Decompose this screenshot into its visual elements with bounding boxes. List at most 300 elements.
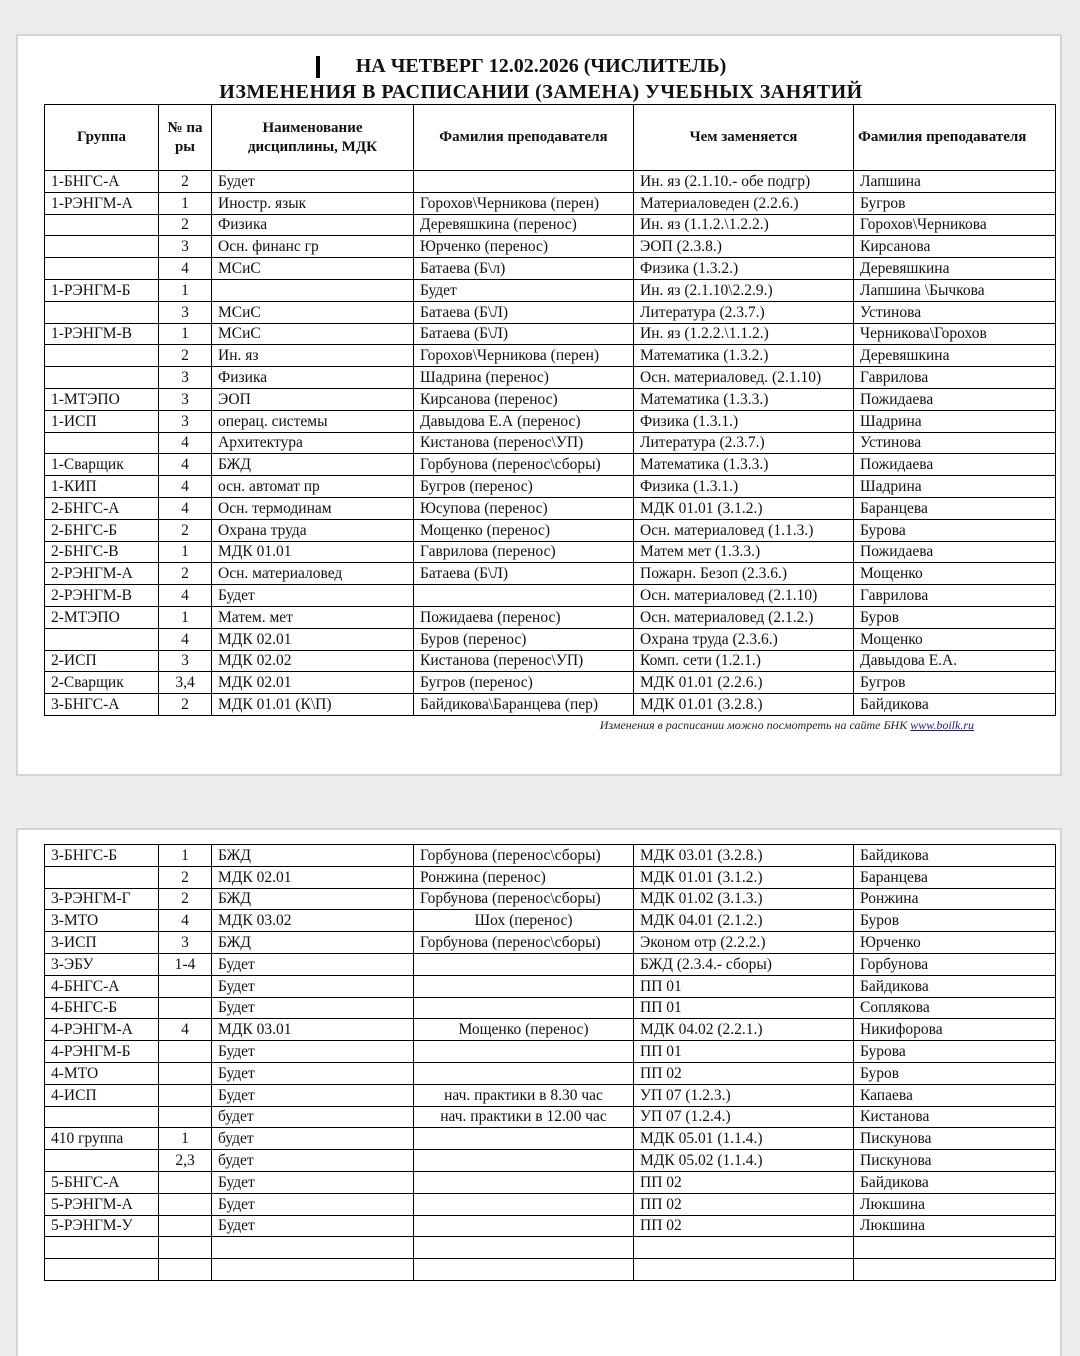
cell-new-teacher: Кистанова: [854, 1106, 1056, 1128]
cell-pair: 3: [159, 301, 212, 323]
cell-group: 1-Сварщик: [45, 454, 159, 476]
cell-group: 2-МТЭПО: [45, 606, 159, 628]
cell-teacher: Ронжина (перенос): [414, 866, 634, 888]
table-row: [45, 1259, 1056, 1281]
cell-replacement: Осн. материаловед (2.1.2.): [634, 606, 854, 628]
cell-discipline: МДК 02.02: [212, 650, 414, 672]
cell-pair: 2: [159, 214, 212, 236]
cell-replacement: Осн. материаловед (1.1.3.): [634, 519, 854, 541]
cell-discipline: Будет: [212, 585, 414, 607]
cell-new-teacher: Лапшина \Бычкова: [854, 279, 1056, 301]
table-row: [45, 1237, 1056, 1259]
cell-discipline: Архитектура: [212, 432, 414, 454]
cell-new-teacher: Пожидаева: [854, 454, 1056, 476]
cell-pair: [159, 1259, 212, 1281]
table-row: [45, 345, 1056, 367]
cell-new-teacher: Баранцева: [854, 866, 1056, 888]
cell-new-teacher: Шадрина: [854, 476, 1056, 498]
cell-new-teacher: Пискунова: [854, 1128, 1056, 1150]
cell-new-teacher: Бугров: [854, 672, 1056, 694]
table-row: [45, 910, 1056, 932]
cell-pair: 1: [159, 323, 212, 345]
cell-pair: 4: [159, 476, 212, 498]
table-row: [45, 410, 1056, 432]
cell-discipline: [212, 1259, 414, 1281]
cell-replacement: БЖД (2.3.4.- сборы): [634, 953, 854, 975]
cell-teacher: Горбунова (перенос\сборы): [414, 845, 634, 867]
footnote-text: Изменения в расписании можно посмотреть на сайте БНК: [599, 718, 908, 732]
header-group: Группа: [45, 105, 159, 171]
table-row: [45, 214, 1056, 236]
table-row: [45, 845, 1056, 867]
table-row: [45, 1171, 1056, 1193]
cell-replacement: Пожарн. Безоп (2.3.6.): [634, 563, 854, 585]
cell-replacement: Матем мет (1.3.3.): [634, 541, 854, 563]
table-row: [45, 1150, 1056, 1172]
cell-pair: 1: [159, 192, 212, 214]
schedule-table-page1: [44, 104, 1056, 716]
cell-teacher: Мощенко (перенос): [414, 519, 634, 541]
cell-new-teacher: Пискунова: [854, 1150, 1056, 1172]
cell-pair: 4: [159, 1019, 212, 1041]
page-1: [16, 34, 1062, 776]
header-teacher: Фамилия преподавателя: [414, 105, 634, 171]
cell-new-teacher: Никифорова: [854, 1019, 1056, 1041]
cell-pair: 1: [159, 1128, 212, 1150]
cell-group: [45, 1150, 159, 1172]
cell-group: [45, 1106, 159, 1128]
cell-teacher: [414, 1150, 634, 1172]
cell-new-teacher: Устинова: [854, 432, 1056, 454]
page-2: [16, 828, 1062, 1356]
cell-pair: [159, 1041, 212, 1063]
header-pair: № па ры: [159, 105, 212, 171]
cell-new-teacher: Горохов\Черникова: [854, 214, 1056, 236]
cell-teacher: Кистанова (перенос\УП): [414, 432, 634, 454]
cell-group: 4-ИСП: [45, 1084, 159, 1106]
cell-teacher: Гаврилова (перенос): [414, 541, 634, 563]
cell-discipline: Будет: [212, 1062, 414, 1084]
cell-replacement: ПП 02: [634, 1171, 854, 1193]
table-row: [45, 585, 1056, 607]
cell-teacher: [414, 975, 634, 997]
cell-replacement: МДК 01.01 (2.2.6.): [634, 672, 854, 694]
cell-replacement: Литература (2.3.7.): [634, 301, 854, 323]
cell-replacement: [634, 1237, 854, 1259]
cell-replacement: Ин. яз (1.1.2.\1.2.2.): [634, 214, 854, 236]
cell-discipline: Будет: [212, 953, 414, 975]
cell-replacement: Физика (1.3.1.): [634, 476, 854, 498]
cell-teacher: Пожидаева (перенос): [414, 606, 634, 628]
cell-new-teacher: Буров: [854, 910, 1056, 932]
table-row: [45, 650, 1056, 672]
cell-pair: 4: [159, 628, 212, 650]
cell-replacement: УП 07 (1.2.3.): [634, 1084, 854, 1106]
cell-pair: [159, 1193, 212, 1215]
cell-group: 1-МТЭПО: [45, 388, 159, 410]
cell-group: 2-Сварщик: [45, 672, 159, 694]
cell-pair: 4: [159, 497, 212, 519]
cell-replacement: Математика (1.3.3.): [634, 454, 854, 476]
cell-group: 1-РЭНГМ-В: [45, 323, 159, 345]
cell-discipline: Будет: [212, 1084, 414, 1106]
cell-discipline: МДК 02.01: [212, 628, 414, 650]
cell-new-teacher: Бугров: [854, 192, 1056, 214]
cell-group: 3-МТО: [45, 910, 159, 932]
cell-group: 2-БНГС-В: [45, 541, 159, 563]
table-row: [45, 1215, 1056, 1237]
cell-teacher: нач. практики в 12.00 час: [414, 1106, 634, 1128]
table-row: [45, 367, 1056, 389]
cell-replacement: МДК 05.01 (1.1.4.): [634, 1128, 854, 1150]
cell-pair: 2: [159, 888, 212, 910]
cell-teacher: [414, 1041, 634, 1063]
cell-teacher: Батаева (Б\л): [414, 258, 634, 280]
cell-replacement: ПП 01: [634, 975, 854, 997]
cell-teacher: Юсупова (перенос): [414, 497, 634, 519]
table-row: [45, 323, 1056, 345]
cell-teacher: [414, 1128, 634, 1150]
cell-new-teacher: Устинова: [854, 301, 1056, 323]
cell-new-teacher: Байдикова: [854, 845, 1056, 867]
cell-replacement: ПП 01: [634, 1041, 854, 1063]
cell-new-teacher: Пожидаева: [854, 388, 1056, 410]
cell-replacement: МДК 01.01 (3.1.2.): [634, 497, 854, 519]
cell-group: 4-МТО: [45, 1062, 159, 1084]
cell-replacement: ЭОП (2.3.8.): [634, 236, 854, 258]
cell-replacement: МДК 04.01 (2.1.2.): [634, 910, 854, 932]
cell-new-teacher: [854, 1259, 1056, 1281]
cell-pair: [159, 1215, 212, 1237]
table-row: [45, 1084, 1056, 1106]
cell-teacher: Горбунова (перенос\сборы): [414, 932, 634, 954]
cell-discipline: осн. автомат пр: [212, 476, 414, 498]
cell-new-teacher: Люкшина: [854, 1215, 1056, 1237]
cell-discipline: БЖД: [212, 845, 414, 867]
table-row: [45, 953, 1056, 975]
cell-teacher: [414, 1237, 634, 1259]
cell-group: [45, 628, 159, 650]
cell-teacher: [414, 997, 634, 1019]
table-row: [45, 258, 1056, 280]
cell-pair: 2: [159, 519, 212, 541]
cell-discipline: Будет: [212, 975, 414, 997]
cell-pair: [159, 975, 212, 997]
cell-group: 5-БНГС-А: [45, 1171, 159, 1193]
cell-pair: [159, 1084, 212, 1106]
cell-group: 1-КИП: [45, 476, 159, 498]
cell-group: 4-РЭНГМ-А: [45, 1019, 159, 1041]
cell-replacement: Осн. материаловед (2.1.10): [634, 585, 854, 607]
cell-discipline: МДК 02.01: [212, 672, 414, 694]
cell-group: [45, 432, 159, 454]
cell-teacher: Горбунова (перенос\сборы): [414, 454, 634, 476]
cell-group: 1-ИСП: [45, 410, 159, 432]
cell-discipline: Будет: [212, 1215, 414, 1237]
table-row: [45, 1106, 1056, 1128]
cell-replacement: Ин. яз (1.2.2.\1.1.2.): [634, 323, 854, 345]
cell-discipline: Ин. яз: [212, 345, 414, 367]
table-row: [45, 301, 1056, 323]
cell-teacher: нач. практики в 8.30 час: [414, 1084, 634, 1106]
cell-replacement: Эконом отр (2.2.2.): [634, 932, 854, 954]
cell-new-teacher: Буров: [854, 1062, 1056, 1084]
table-row: [45, 606, 1056, 628]
cell-pair: 4: [159, 910, 212, 932]
table-row: [45, 279, 1056, 301]
cell-teacher: Бугров (перенос): [414, 672, 634, 694]
cell-teacher: Кирсанова (перенос): [414, 388, 634, 410]
cell-teacher: [414, 171, 634, 193]
cell-new-teacher: Гаврилова: [854, 585, 1056, 607]
cell-group: [45, 214, 159, 236]
cell-new-teacher: Пожидаева: [854, 541, 1056, 563]
table-row: [45, 694, 1056, 716]
cell-group: 3-БНГС-Б: [45, 845, 159, 867]
cell-group: 3-БНГС-А: [45, 694, 159, 716]
cell-pair: 4: [159, 454, 212, 476]
table-row: [45, 1062, 1056, 1084]
cell-pair: 3: [159, 650, 212, 672]
table-row: [45, 519, 1056, 541]
cell-discipline: Будет: [212, 1193, 414, 1215]
cell-teacher: Батаева (Б\Л): [414, 323, 634, 345]
table-row: [45, 171, 1056, 193]
cell-pair: 2: [159, 171, 212, 193]
header-replacement: Чем заменяется: [634, 105, 854, 171]
cell-discipline: Будет: [212, 997, 414, 1019]
cell-group: [45, 301, 159, 323]
table-row: [45, 888, 1056, 910]
table-row: [45, 1193, 1056, 1215]
cell-teacher: [414, 953, 634, 975]
cell-pair: 2: [159, 694, 212, 716]
cell-teacher: Юрченко (перенос): [414, 236, 634, 258]
cell-new-teacher: Мощенко: [854, 628, 1056, 650]
cell-group: 4-РЭНГМ-Б: [45, 1041, 159, 1063]
cell-pair: 4: [159, 432, 212, 454]
cell-group: 5-РЭНГМ-А: [45, 1193, 159, 1215]
cell-teacher: Горбунова (перенос\сборы): [414, 888, 634, 910]
cell-group: 2-БНГС-Б: [45, 519, 159, 541]
cell-group: 4-БНГС-А: [45, 975, 159, 997]
cell-group: 4-БНГС-Б: [45, 997, 159, 1019]
cell-new-teacher: Бурова: [854, 1041, 1056, 1063]
cell-group: [45, 345, 159, 367]
cell-discipline: Физика: [212, 367, 414, 389]
cell-group: [45, 866, 159, 888]
cell-pair: 3: [159, 388, 212, 410]
cell-new-teacher: Соплякова: [854, 997, 1056, 1019]
cell-group: [45, 367, 159, 389]
table-row: [45, 932, 1056, 954]
cell-teacher: [414, 1215, 634, 1237]
cell-new-teacher: Люкшина: [854, 1193, 1056, 1215]
cell-pair: [159, 1237, 212, 1259]
cell-teacher: [414, 1062, 634, 1084]
cell-teacher: Батаева (Б\Л): [414, 301, 634, 323]
cell-pair: 2: [159, 563, 212, 585]
cell-group: [45, 1237, 159, 1259]
cell-group: 2-БНГС-А: [45, 497, 159, 519]
page-title: НА ЧЕТВЕРГ 12.02.2026 (ЧИСЛИТЕЛЬ): [355, 55, 727, 77]
cell-discipline: Осн. термодинам: [212, 497, 414, 519]
cell-new-teacher: Байдикова: [854, 694, 1056, 716]
cell-group: 1-БНГС-А: [45, 171, 159, 193]
cell-new-teacher: Гаврилова: [854, 367, 1056, 389]
cell-pair: 3: [159, 236, 212, 258]
cell-teacher: Бугров (перенос): [414, 476, 634, 498]
cell-replacement: УП 07 (1.2.4.): [634, 1106, 854, 1128]
cell-group: 2-ИСП: [45, 650, 159, 672]
cell-pair: 1-4: [159, 953, 212, 975]
cell-new-teacher: Кирсанова: [854, 236, 1056, 258]
cell-pair: [159, 1062, 212, 1084]
cell-pair: 4: [159, 258, 212, 280]
cell-replacement: ПП 01: [634, 997, 854, 1019]
cell-new-teacher: Черникова\Горохов: [854, 323, 1056, 345]
cell-pair: [159, 997, 212, 1019]
cell-teacher: Кистанова (перенос\УП): [414, 650, 634, 672]
cell-pair: 3,4: [159, 672, 212, 694]
table-row: [45, 1128, 1056, 1150]
cell-group: 2-РЭНГМ-В: [45, 585, 159, 607]
cell-pair: 3: [159, 932, 212, 954]
cell-teacher: [414, 1193, 634, 1215]
table-row: [45, 497, 1056, 519]
cell-new-teacher: Горбунова: [854, 953, 1056, 975]
cell-group: 5-РЭНГМ-У: [45, 1215, 159, 1237]
cell-pair: 1: [159, 279, 212, 301]
cell-new-teacher: Деревяшкина: [854, 258, 1056, 280]
cell-teacher: Будет: [414, 279, 634, 301]
cell-pair: 1: [159, 541, 212, 563]
cell-new-teacher: Баранцева: [854, 497, 1056, 519]
cell-teacher: [414, 585, 634, 607]
cell-replacement: Литература (2.3.7.): [634, 432, 854, 454]
cell-pair: 1: [159, 845, 212, 867]
cell-teacher: [414, 1259, 634, 1281]
cell-replacement: Математика (1.3.2.): [634, 345, 854, 367]
cell-new-teacher: Деревяшкина: [854, 345, 1056, 367]
cell-discipline: Иностр. язык: [212, 192, 414, 214]
cell-pair: 2,3: [159, 1150, 212, 1172]
cell-group: [45, 258, 159, 280]
cell-discipline: операц. системы: [212, 410, 414, 432]
cell-discipline: Охрана труда: [212, 519, 414, 541]
cell-pair: 4: [159, 585, 212, 607]
table-row: [45, 236, 1056, 258]
cell-pair: [159, 1106, 212, 1128]
table-row: [45, 1041, 1056, 1063]
cell-teacher: Батаева (Б\Л): [414, 563, 634, 585]
cell-replacement: МДК 01.01 (3.1.2.): [634, 866, 854, 888]
cell-group: 1-РЭНГМ-Б: [45, 279, 159, 301]
cell-group: [45, 1259, 159, 1281]
cell-discipline: МДК 01.01: [212, 541, 414, 563]
cell-replacement: Ин. яз (2.1.10\2.2.9.): [634, 279, 854, 301]
cell-group: 3-РЭНГМ-Г: [45, 888, 159, 910]
table-row: [45, 672, 1056, 694]
cell-discipline: Матем. мет: [212, 606, 414, 628]
cell-discipline: МДК 03.01: [212, 1019, 414, 1041]
cell-teacher: Шадрина (перенос): [414, 367, 634, 389]
table-row: [45, 866, 1056, 888]
cell-replacement: ПП 02: [634, 1193, 854, 1215]
cell-teacher: Шох (перенос): [414, 910, 634, 932]
cell-group: 1-РЭНГМ-А: [45, 192, 159, 214]
cell-pair: 3: [159, 410, 212, 432]
table-row: [45, 628, 1056, 650]
cell-discipline: будет: [212, 1150, 414, 1172]
cell-new-teacher: Ронжина: [854, 888, 1056, 910]
schedule-table-page2: [44, 844, 1056, 1281]
cell-new-teacher: Шадрина: [854, 410, 1056, 432]
cell-group: 3-ЭБУ: [45, 953, 159, 975]
cell-discipline: [212, 279, 414, 301]
table-row: [45, 192, 1056, 214]
header-new-teacher: Фамилия преподавателя: [854, 105, 1056, 171]
cell-teacher: Мощенко (перенос): [414, 1019, 634, 1041]
table-row: [45, 997, 1056, 1019]
cell-discipline: МСиС: [212, 301, 414, 323]
cell-new-teacher: Мощенко: [854, 563, 1056, 585]
table-header-row: [45, 105, 1056, 171]
cell-discipline: Осн. материаловед: [212, 563, 414, 585]
cell-replacement: Охрана труда (2.3.6.): [634, 628, 854, 650]
cell-group: 3-ИСП: [45, 932, 159, 954]
table-body-page1: [45, 171, 1056, 716]
table-body-page2: [45, 845, 1056, 1281]
cell-teacher: Деревяшкина (перенос): [414, 214, 634, 236]
table-row: [45, 432, 1056, 454]
cell-discipline: МСиС: [212, 323, 414, 345]
cell-teacher: Горохов\Черникова (перен): [414, 345, 634, 367]
cell-new-teacher: Байдикова: [854, 1171, 1056, 1193]
table-row: [45, 563, 1056, 585]
page-subtitle: ИЗМЕНЕНИЯ В РАСПИСАНИИ (ЗАМЕНА) УЧЕБНЫХ ЗАНЯТИЙ: [219, 81, 863, 103]
cell-group: [45, 236, 159, 258]
cell-discipline: МСиС: [212, 258, 414, 280]
cell-discipline: МДК 02.01: [212, 866, 414, 888]
site-link[interactable]: www.boilk.ru: [910, 718, 974, 732]
cell-discipline: БЖД: [212, 454, 414, 476]
cell-pair: 3: [159, 367, 212, 389]
cell-discipline: МДК 03.02: [212, 910, 414, 932]
cell-pair: 2: [159, 345, 212, 367]
cell-replacement: МДК 01.01 (3.2.8.): [634, 694, 854, 716]
cell-discipline: [212, 1237, 414, 1259]
cell-replacement: ПП 02: [634, 1215, 854, 1237]
cell-teacher: [414, 1171, 634, 1193]
cell-replacement: Математика (1.3.3.): [634, 388, 854, 410]
cell-discipline: Осн. финанс гр: [212, 236, 414, 258]
cell-replacement: ПП 02: [634, 1062, 854, 1084]
table-row: [45, 541, 1056, 563]
table-row: [45, 1019, 1056, 1041]
cell-discipline: МДК 01.01 (К\П): [212, 694, 414, 716]
cell-group: 2-РЭНГМ-А: [45, 563, 159, 585]
cell-new-teacher: Байдикова: [854, 975, 1056, 997]
cell-discipline: ЭОП: [212, 388, 414, 410]
cell-teacher: Байдикова\Баранцева (пер): [414, 694, 634, 716]
cell-teacher: Горохов\Черникова (перен): [414, 192, 634, 214]
cell-replacement: [634, 1259, 854, 1281]
table-row: [45, 388, 1056, 410]
cell-group: 410 группа: [45, 1128, 159, 1150]
cell-pair: 1: [159, 606, 212, 628]
cell-discipline: Физика: [212, 214, 414, 236]
